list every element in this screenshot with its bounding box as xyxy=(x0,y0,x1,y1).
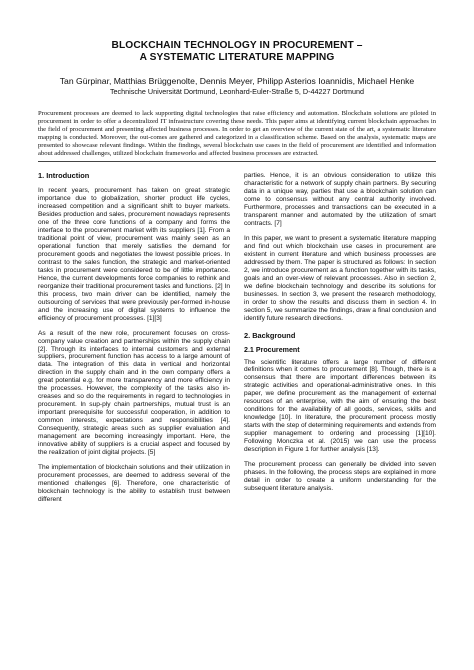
intro-paragraph-4: parties. Hence, it is an obvious consideration to utilize this characteristic for a network of supply chain partners. By securing data in a unique way, parties that use a blockchain solution can come to consensus without any central authority involved. Furthermore, processes and transactions can be executed in a transparent manner and automated by the utilization of smart contracts. [7] xyxy=(244,172,436,228)
intro-paragraph-2: As a result of the new role, procurement focuses on cross-company value creation and partnerships within the supply chain [2]. Through its interfaces to internal customers and external suppliers, procurement function has access to a large amount of data. The integration of this data in vertical and horizontal direction in the supply chain and in the own company offers a great potential e.g. for more transparency and more efficiency in the processes. However, the complexity of the tasks also in-creases and so do the requirements in regard to technologies in procurement. In sup-ply chain partnerships, mutual trust is an important prerequisite for successful cooperation, in addition to common interests, expectations and responsibilities [4]. Consequently, strategic areas such as supplier evaluation and management are becoming increasingly important. Here, the innovative ability of suppliers is a crucial aspect and focused by the realization of joint digital projects. [5] xyxy=(38,329,230,456)
subsection-heading-procurement: 2.1 Procurement xyxy=(244,345,300,354)
title-line-1: BLOCKCHAIN TECHNOLOGY IN PROCUREMENT – xyxy=(111,40,363,51)
procurement-paragraph-2: The procurement process can generally be divided into seven phases. In the following, the process steps are explained in more detail in order to create a uniform understanding for the subsequent literature analysis. xyxy=(244,460,436,492)
affiliation: Technische Universität Dortmund, Leonhard-Euler-Straße 5, D-44227 Dortmund xyxy=(109,87,365,96)
left-column xyxy=(38,172,230,503)
author-list: Tan Gürpinar, Matthias Brüggenolte, Dennis Meyer, Philipp Asterios Ioannidis, Michael Henke xyxy=(59,76,415,86)
intro-paragraph-1: In recent years, procurement has taken on great strategic importance due to globalization, shorter product life cycles, increased competition and a significant shift to buyer markets. Besides production and sales, procurement nowadays represents one of the three core functions of a company and forms the interface to the procurement market with its suppliers [1]. From a traditional point of view, procurement was mainly seen as an operational function that merely satisfies the demand for procurement goods and negotiates the lowest possible prices. In contrast to the sales function, the strategic and market-oriented tasks in procurement were considered to be of little importance. Hence, the current developments force companies to rethink and reorganize their traditional procurement tasks and functions. [2] In this process, two main driver can be identified, namely the outsourcing of services that were previously per-formed in-house and the increasing use of digital systems to influence the efficiency of procurement processes. [1][3] xyxy=(38,187,230,322)
intro-paragraph-5: In this paper, we want to present a systematic literature mapping and find out which blockchain use cases in procurement are existent in current literature and which business processes are addressed by them. The paper is structured as follows: In section 2, we introduce procurement as a function together with its tasks, goals and an over-view of relevant processes. Also in section 2, we define blockchain technology and describe its solutions for businesses. In section 3, we present the research methodology, in order to show the results and discuss them in section 4. In section 5, we summarize the findings, draw a final conclusion and identify future research directions. xyxy=(244,235,436,322)
body-columns xyxy=(38,172,436,503)
title-line-2: A SYSTEMATIC LITERATURE MAPPING xyxy=(139,52,335,63)
section-heading-introduction: 1. Introduction xyxy=(38,171,90,181)
abstract: Procurement processes are deemed to lack supporting digital technologies that raise efficiency and automation. Blockchain solutions are piloted in procurement in order to offer a decentralized IT infrastructure covering these needs. This paper aims at identifying current blockchain approaches in the field of procurement and presenting affected business processes. In order to get an overview of the current state of the art, a systematic literature mapping is conducted. Moreover, the out-comes are gathered and categorized in a classification scheme. Based on the analysis, systematic maps are presented to showcase relevant findings. Within the findings, several blockchain use cases in the field of procurement are identified and information about addressed challenges, utilized blockchain frameworks and affected business processes are extracted. xyxy=(38,110,436,162)
section-heading-background: 2. Background xyxy=(244,330,296,340)
paper-title xyxy=(38,40,436,64)
intro-paragraph-3: The implementation of blockchain solutions and their utilization in procurement processes, are deemed to address several of the mentioned challenges [6]. Therefore, one characteristic of blockchain technology is the ability to establish trust between different xyxy=(38,463,230,503)
right-column xyxy=(244,172,436,503)
procurement-paragraph-1: The scientific literature offers a large number of different definitions when it comes to procurement [8]. Though, there is a consensus that there are important differences between its strategic activities and operational-administrative ones. In this paper, we define procurement as the management of external resources of an enterprise, with the aim of ensuring the best conditions for the availability of all goods, services, skills and knowledge [10]. In literature, the procurement process mostly starts with the step of determining requirements and extends from supplier management to ordering and processing [1][10]. Following Monczka et al. (2015) we can use the process description in Figure 1 for further analysis [13]. xyxy=(244,358,436,453)
